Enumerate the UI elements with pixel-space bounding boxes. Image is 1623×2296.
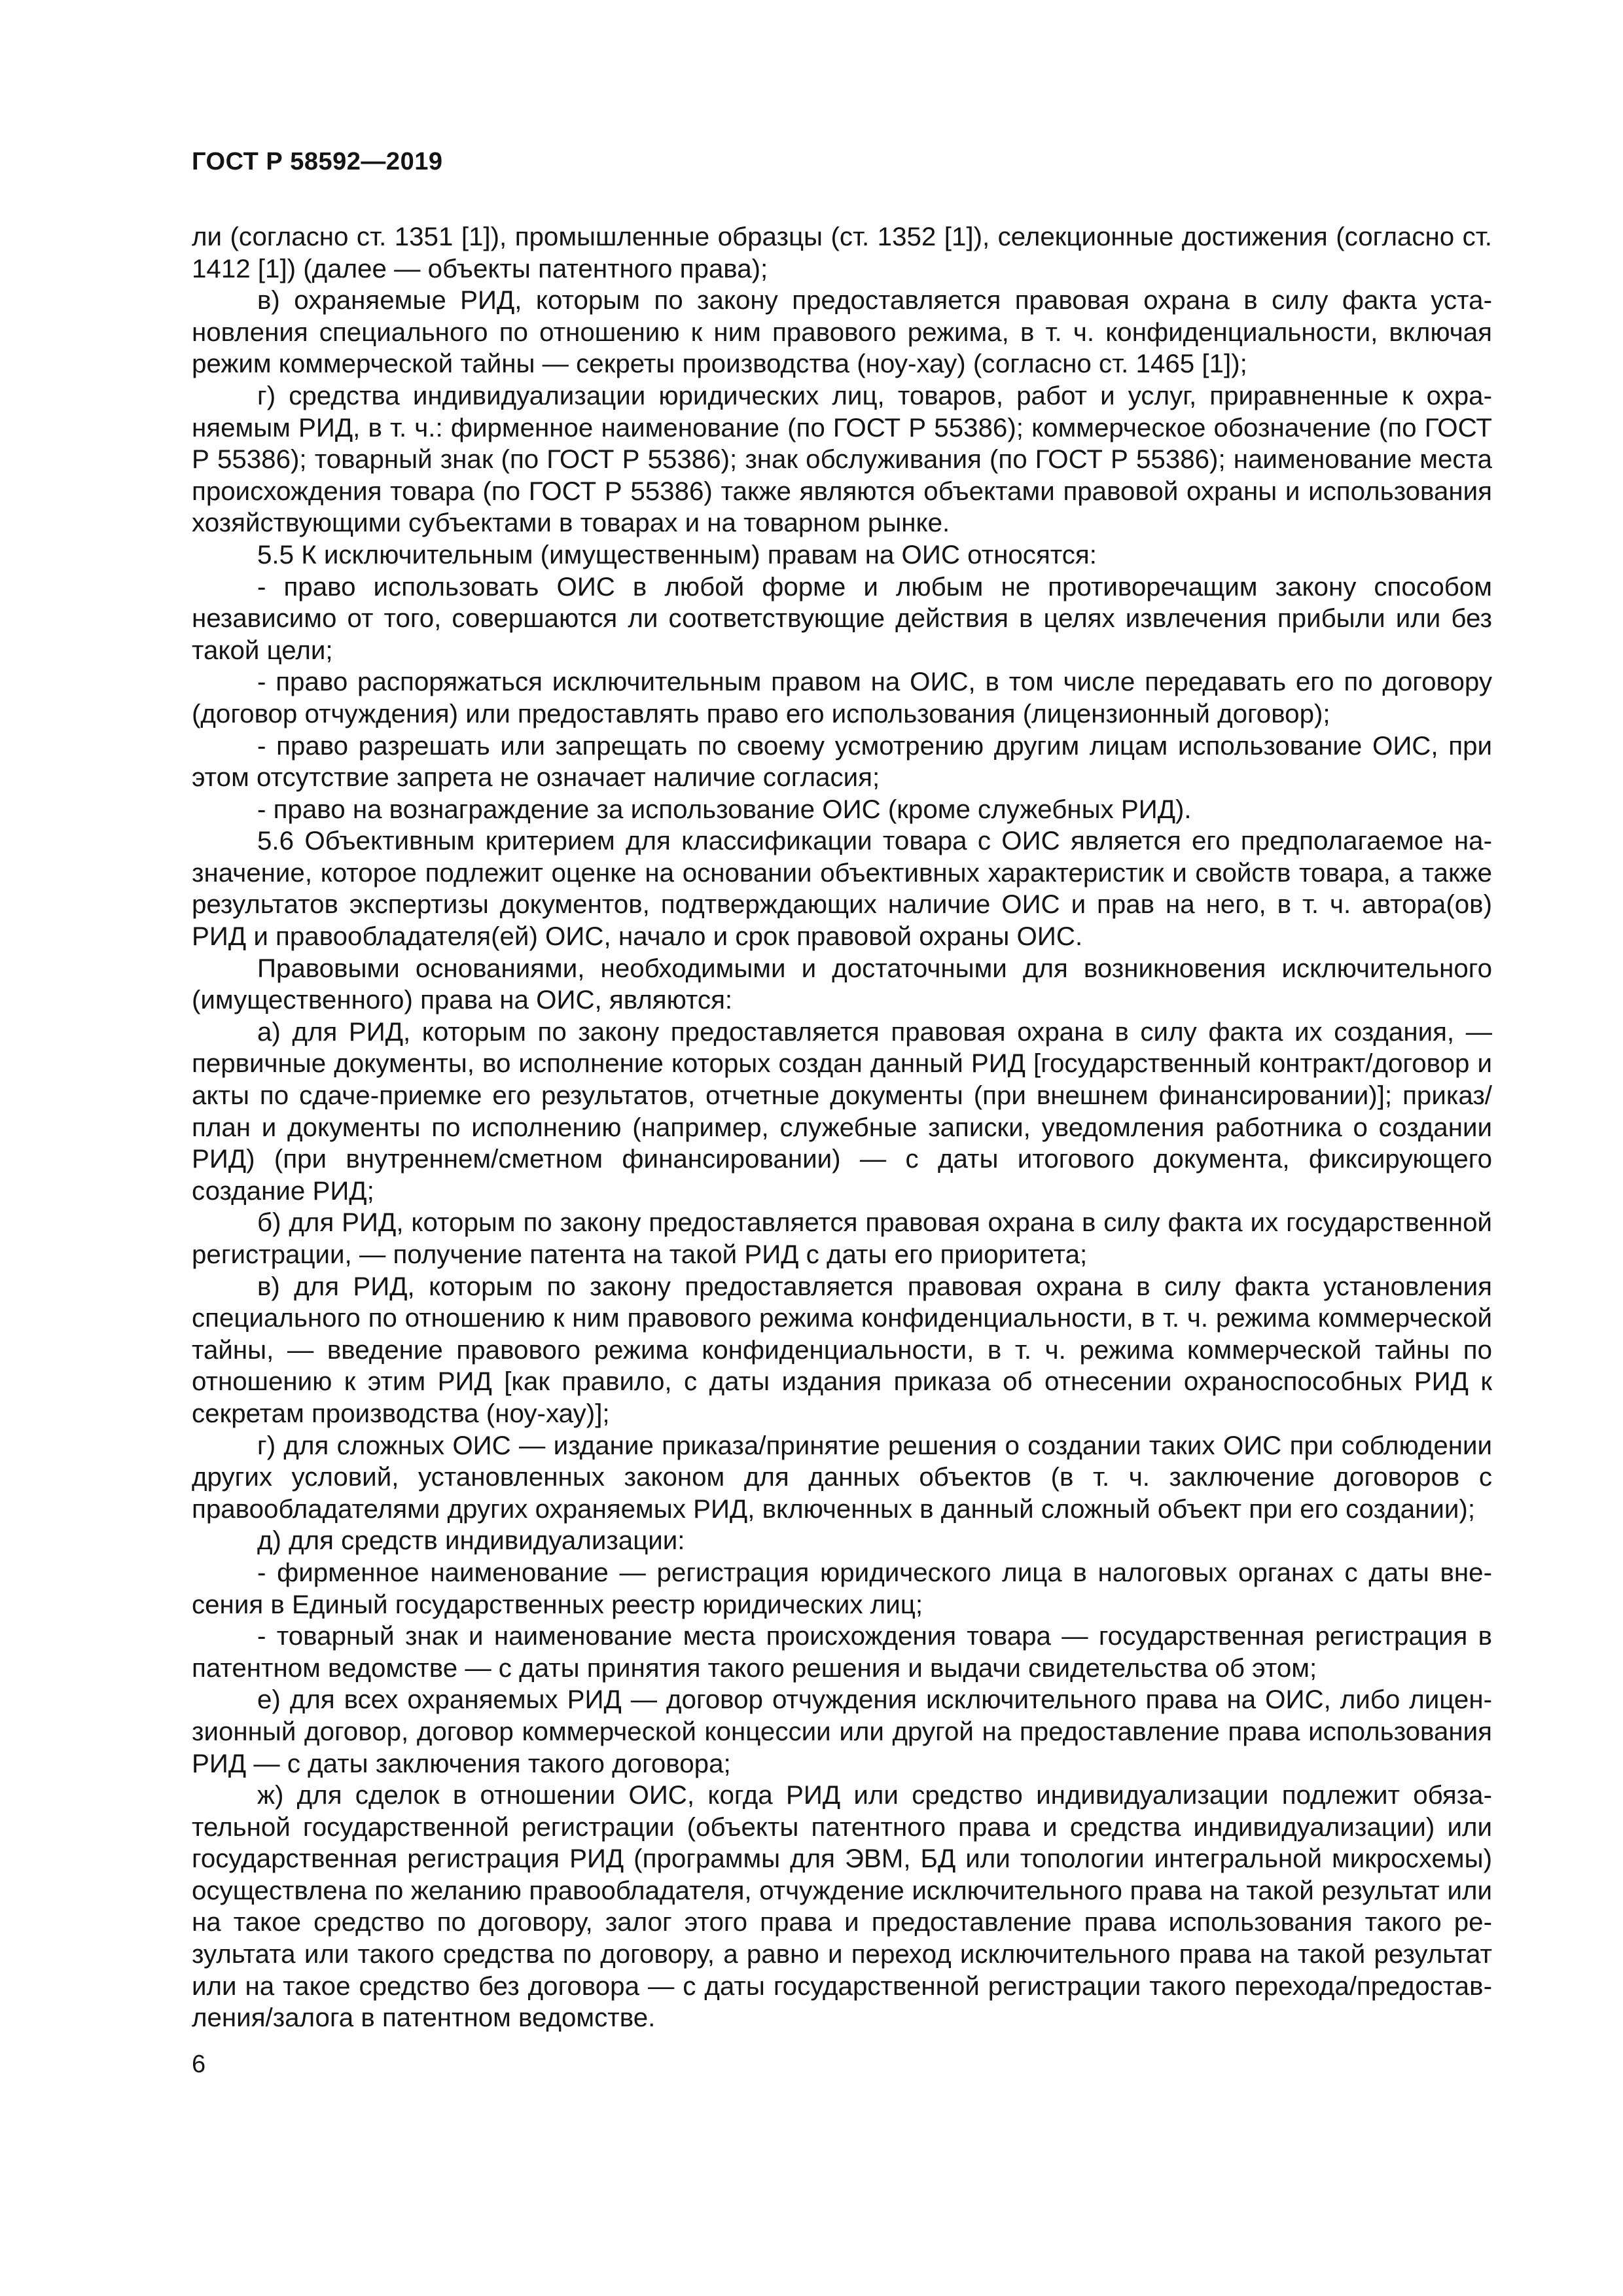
paragraph: ж) для сделок в отношении ОИС, когда РИД или средство индивидуализации подлежит обязательной государственной регистрации (объекты патентного права и средства индивидуализации) или государственная регистрация РИД (программы для ЭВМ, БД или топологии интегральной микросхемы) осуществлена по желанию правообладателя, отчуждение исключительного права на такой результат или на такое средство по договору, залог этого права и предоставление права использования такого результата или такого средства по договору, а равно и переход исключительного права на такой результат или на такое средство без договора — с даты государственной регистрации такого перехода/предоставления/залога в патентном ведомстве. xyxy=(192,1780,1492,2033)
paragraph: г) средства индивидуализации юридических лиц, товаров, работ и услуг, приравненные к охраняемым РИД, в т. ч.: фирменное наименование (по ГОСТ Р 55386); коммерческое обозначение (по ГОСТ Р 55386); товарный знак (по ГОСТ Р 55386); знак обслуживания (по ГОСТ Р 55386); наименование места происхождения товара (по ГОСТ Р 55386) также являются объектами правовой охраны и использования хозяйствующими субъектами в товарах и на товарном рынке. xyxy=(192,380,1492,538)
paragraph: - право разрешать или запрещать по своему усмотрению другим лицам использование ОИС, при этом отсутствие запрета не означает наличие согласия; xyxy=(192,730,1492,793)
paragraph: а) для РИД, которым по закону предоставляется правовая охрана в силу факта их создания, — первичные документы, во исполнение которых создан данный РИД [государственный контракт/договор и акты по сдаче-приемке его результатов, отчетные документы (при внешнем финансировании)]; приказ/план и документы по исполнению (например, служебные записки, уведомления работника о создании РИД) (при внутреннем/сметном финансировании) — с даты итогового документа, фиксирующего создание РИД; xyxy=(192,1016,1492,1206)
paragraph: 5.6 Объективным критерием для классификации товара с ОИС является его предполагаемое назначение, которое подлежит оценке на основании объективных характеристик и свойств товара, а также результатов экспертизы документов, подтверждающих наличие ОИС и прав на него, в т. ч. автора(ов) РИД и правообладателя(ей) ОИС, начало и срок правовой охраны ОИС. xyxy=(192,826,1492,952)
paragraph: е) для всех охраняемых РИД — договор отчуждения исключительного права на ОИС, либо лицензионный договор, договор коммерческой концессии или другой на предоставление права использования РИД — с даты заключения такого договора; xyxy=(192,1685,1492,1778)
page-number: 6 xyxy=(192,2051,206,2078)
paragraph: д) для средств индивидуализации: xyxy=(257,1526,685,1556)
paragraph: ли (согласно ст. 1351 [1]), промышленные образцы (ст. 1352 [1]), селекционные достижения (согласно ст. 1412 [1]) (далее — объекты патентного права); xyxy=(192,222,1492,283)
paragraph: г) для сложных ОИС — издание приказа/принятие решения о создании таких ОИС при соблюдении других условий, установленных законом для данных объектов (в т. ч. заключение договоров с правообладателями других охраняемых РИД, включенных в данный сложный объект при его создании); xyxy=(192,1430,1492,1524)
paragraph: - право использовать ОИС в любой форме и любым не противоречащим закону способом независимо от того, совершаются ли соответствующие действия в целях извлечения прибыли или без такой цели; xyxy=(192,571,1492,665)
paragraph: - право на вознаграждение за использование ОИС (кроме служебных РИД). xyxy=(257,794,1192,824)
document-header: ГОСТ Р 58592—2019 xyxy=(192,148,443,175)
paragraph: - фирменное наименование — регистрация юридического лица в налоговых органах с даты внесения в Единый государственных реестр юридических лиц; xyxy=(192,1557,1492,1619)
paragraph: в) для РИД, которым по закону предоставляется правовая охрана в силу факта установления специального по отношению к ним правового режима конфиденциальности, в т. ч. режима коммерческой тайны, — введение правового режима конфиденциальности, в т. ч. режима коммерческой тайны по отношению к этим РИД [как правило, с даты издания приказа об отнесении охраноспособных РИД к секретам производства (ноу-хау)]; xyxy=(192,1271,1492,1428)
paragraph: 5.5 К исключительным (имущественным) правам на ОИС относятся: xyxy=(257,539,1097,569)
paragraph: Правовыми основаниями, необходимыми и достаточными для возникновения исключительного (имущественного) права на ОИС, являются: xyxy=(192,953,1492,1015)
paragraph: - товарный знак и наименование места происхождения товара — государственная регистрация в патентном ведомстве — с даты принятия такого решения и выдачи свидетельства об этом; xyxy=(192,1621,1492,1683)
paragraph: б) для РИД, которым по закону предоставляется правовая охрана в силу факта их государственной регистрации, — получение патента на такой РИД с даты его приоритета; xyxy=(192,1208,1492,1269)
paragraph: в) охраняемые РИД, которым по закону предоставляется правовая охрана в силу факта установления специального по отношению к ним правового режима, в т. ч. конфиденциальности, включая режим коммерческой тайны — секреты производства (ноу-хау) (согласно ст. 1465 [1]); xyxy=(192,285,1492,379)
document-body xyxy=(192,221,1492,2034)
paragraph: - право распоряжаться исключительным правом на ОИС, в том числе передавать его по договору (договор отчуждения) или предоставлять право его использования (лицензионный договор); xyxy=(192,667,1492,728)
